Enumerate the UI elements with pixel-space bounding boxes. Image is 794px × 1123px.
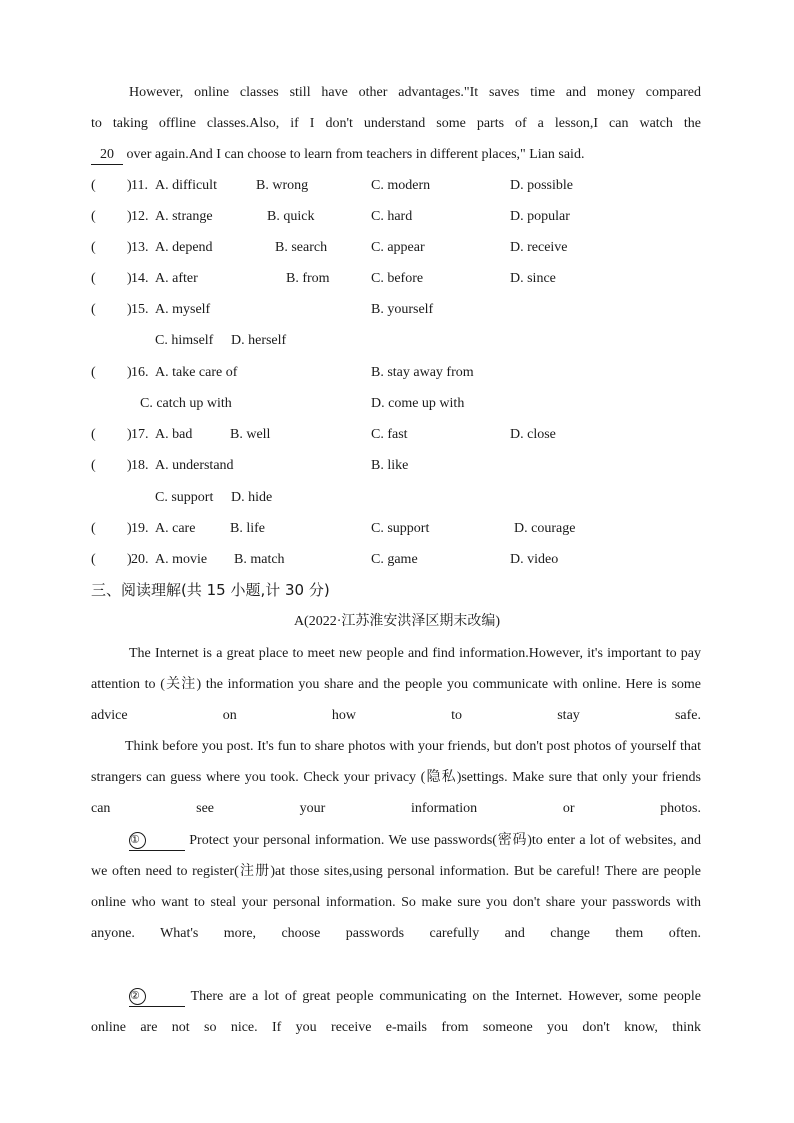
question-number: 12.	[131, 209, 149, 224]
option-d: D. courage	[514, 521, 576, 536]
passage-paragraph-4	[91, 981, 701, 1043]
answer-paren-close: )	[127, 178, 132, 193]
answer-blank-2	[129, 988, 185, 1007]
intro-line-3	[91, 139, 701, 170]
option-c: C. himself	[155, 333, 214, 348]
answer-paren-open[interactable]: (	[91, 178, 96, 193]
question-number: 18.	[131, 458, 149, 473]
answer-paren-close: )	[127, 458, 132, 473]
answer-paren-close: )	[127, 240, 132, 255]
option-d: D. since	[510, 271, 556, 286]
option-b: B. match	[234, 552, 285, 567]
answer-paren-open[interactable]: (	[91, 365, 96, 380]
option-a: A. difficult	[155, 178, 217, 193]
option-a: A. strange	[155, 209, 213, 224]
option-a: A. bad	[155, 427, 193, 442]
answer-paren-close: )	[127, 302, 132, 317]
option-c: C. support	[371, 521, 430, 536]
answer-paren-close: )	[127, 427, 132, 442]
section-heading: 三、阅读理解(共 15 小题,计 30 分)	[91, 581, 330, 599]
option-a: A. after	[155, 271, 198, 286]
option-d: D. herself	[231, 333, 287, 348]
answer-paren-open[interactable]: (	[91, 521, 96, 536]
option-b: B. wrong	[256, 178, 309, 193]
question-number: 11.	[131, 178, 148, 193]
option-d: D. come up with	[371, 396, 465, 411]
option-b: B. like	[371, 458, 409, 473]
passage-paragraph-3	[91, 825, 701, 949]
question-16-continued	[0, 388, 794, 419]
circled-number-2: ②	[129, 988, 146, 1005]
question-number: 20.	[131, 552, 149, 567]
option-c: C. fast	[371, 427, 408, 442]
option-a: A. understand	[155, 458, 234, 473]
passage-paragraph-1: The Internet is a great place to meet new people and find information.However, it's important to pay attention to (关注) the information you share and the people you communicate with online. Here is some advice on how to stay safe.	[91, 646, 701, 723]
paragraph-4-text: There are a lot of great people communicating on the Internet. However, some people online are not so nice. If you receive e-mails from someone you don't know, think	[91, 989, 701, 1035]
answer-paren-open[interactable]: (	[91, 209, 96, 224]
option-c: C. appear	[371, 240, 425, 255]
answer-paren-open[interactable]: (	[91, 552, 96, 567]
option-d: D. receive	[510, 240, 568, 255]
passage-title: A(2022·江苏淮安洪泽区期末改编)	[293, 614, 501, 629]
option-a: A. care	[155, 521, 196, 536]
option-b: B. search	[275, 240, 328, 255]
option-d: D. close	[510, 427, 556, 442]
question-number: 14.	[131, 271, 149, 286]
answer-paren-close: )	[127, 209, 132, 224]
circled-number-1: ①	[129, 832, 146, 849]
answer-paren-open[interactable]: (	[91, 240, 96, 255]
intro-line-1: However, online classes still have other advantages."It saves time and money compared	[129, 85, 701, 100]
answer-paren-open[interactable]: (	[91, 458, 96, 473]
passage-paragraph-2: Think before you post. It's fun to share photos with your friends, but don't post photos of yourself that strangers can guess where you took. Check your privacy (隐私)settings. Make sure that only your friends can see your information or photos.	[91, 739, 701, 816]
intro-line-2: to taking offline classes.Also, if I don't understand some parts of a lesson,I can watch the	[91, 116, 701, 131]
answer-paren-close: )	[127, 365, 132, 380]
option-b: B. from	[286, 271, 330, 286]
question-number: 19.	[131, 521, 149, 536]
option-a: A. depend	[155, 240, 213, 255]
option-c: C. support	[155, 490, 214, 505]
option-c: C. game	[371, 552, 418, 567]
option-b: B. quick	[267, 209, 315, 224]
answer-paren-open[interactable]: (	[91, 271, 96, 286]
answer-paren-open[interactable]: (	[91, 427, 96, 442]
option-d: D. hide	[231, 490, 273, 505]
answer-paren-open[interactable]: (	[91, 302, 96, 317]
option-b: B. yourself	[371, 302, 434, 317]
option-d: D. popular	[510, 209, 570, 224]
answer-paren-close: )	[127, 552, 132, 567]
option-d: D. possible	[510, 178, 573, 193]
answer-blank-1	[129, 832, 185, 851]
option-a: A. movie	[155, 552, 208, 567]
question-number: 13.	[131, 240, 149, 255]
paragraph-3-text: Protect your personal information. We use passwords(密码)to enter a lot of websites, and we often need to register(注册)at those sites,using personal information. But be careful! There are people online who want to steal your personal information. So make sure you don't share your passwords with anyone. What's more, choose passwords carefully and change them often.	[91, 833, 701, 941]
answer-paren-close: )	[127, 271, 132, 286]
option-d: D. video	[510, 552, 559, 567]
option-a: A. take care of	[155, 365, 238, 380]
question-number: 15.	[131, 302, 149, 317]
option-c: C. catch up with	[140, 396, 232, 411]
option-b: B. stay away from	[371, 365, 474, 380]
answer-paren-close: )	[127, 521, 132, 536]
option-b: B. well	[230, 427, 271, 442]
option-c: C. modern	[371, 178, 431, 193]
option-c: C. before	[371, 271, 424, 286]
option-c: C. hard	[371, 209, 413, 224]
question-number: 17.	[131, 427, 149, 442]
answer-blank-20: 20	[91, 146, 123, 165]
intro-line-3-text: over again.And I can choose to learn from teachers in different places," Lian said.	[123, 147, 585, 162]
option-a: A. myself	[155, 302, 211, 317]
question-number: 16.	[131, 365, 149, 380]
option-b: B. life	[230, 521, 265, 536]
